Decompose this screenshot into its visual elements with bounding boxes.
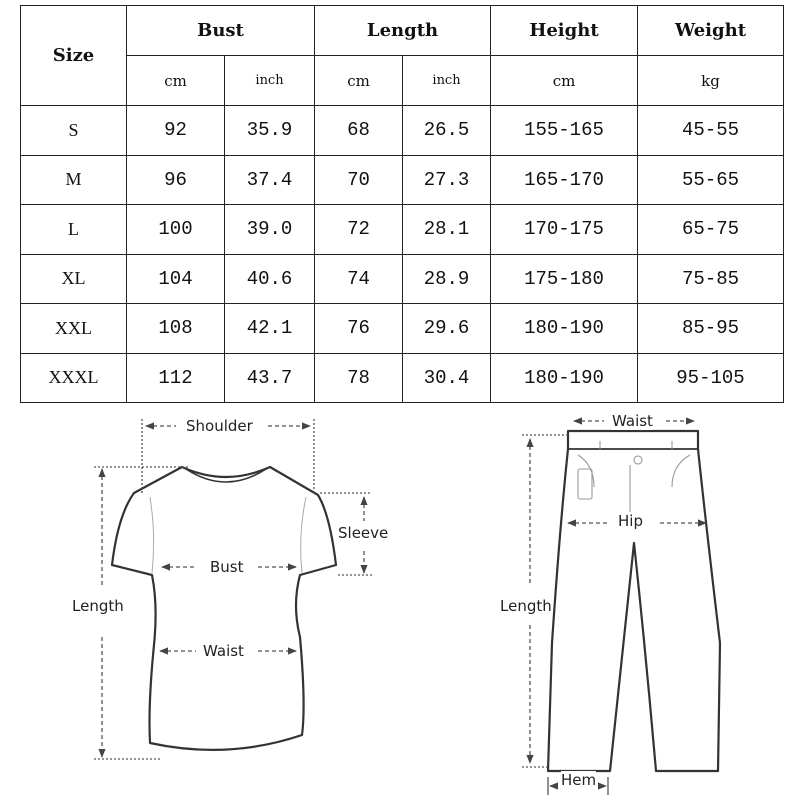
weight-cell: 55-65 [638, 155, 784, 205]
height-cell: 155-165 [491, 106, 638, 156]
table-row [21, 155, 784, 205]
pants-details [578, 441, 690, 521]
length-inch-cell: 28.9 [403, 254, 491, 304]
pants-outline [548, 431, 720, 771]
unit-bust-cm: cm [127, 56, 225, 106]
size-cell: XXL [21, 304, 127, 354]
unit-length-inch: inch [403, 56, 491, 106]
bust-cm-cell: 100 [127, 205, 225, 255]
size-cell: XXXL [21, 353, 127, 403]
length-label: Length [72, 597, 124, 615]
weight-cell: 95-105 [638, 353, 784, 403]
length-cm-cell: 72 [315, 205, 403, 255]
unit-weight-kg: kg [638, 56, 784, 106]
table-row [21, 304, 784, 354]
length-cm-cell: 74 [315, 254, 403, 304]
bust-inch-cell: 42.1 [225, 304, 315, 354]
length-inch-cell: 29.6 [403, 304, 491, 354]
size-chart-table [20, 5, 784, 403]
length-inch-cell: 26.5 [403, 106, 491, 156]
weight-cell: 85-95 [638, 304, 784, 354]
bust-cm-cell: 112 [127, 353, 225, 403]
bust-inch-cell: 43.7 [225, 353, 315, 403]
height-cell: 180-190 [491, 353, 638, 403]
header-bust: Bust [127, 6, 315, 56]
size-cell: S [21, 106, 127, 156]
height-cell: 175-180 [491, 254, 638, 304]
bust-cm-cell: 92 [127, 106, 225, 156]
tshirt-outline [112, 467, 336, 750]
unit-length-cm: cm [315, 56, 403, 106]
bust-inch-cell: 39.0 [225, 205, 315, 255]
pants-length-label: Length [500, 597, 552, 615]
unit-bust-inch: inch [225, 56, 315, 106]
table-row [21, 254, 784, 304]
table-row [21, 106, 784, 156]
length-cm-cell: 68 [315, 106, 403, 156]
size-cell: XL [21, 254, 127, 304]
table-row [21, 353, 784, 403]
length-inch-cell: 28.1 [403, 205, 491, 255]
header-weight: Weight [638, 6, 784, 56]
size-cell: M [21, 155, 127, 205]
height-cell: 180-190 [491, 304, 638, 354]
length-inch-cell: 27.3 [403, 155, 491, 205]
header-size: Size [21, 6, 127, 106]
height-cell: 165-170 [491, 155, 638, 205]
size-cell: L [21, 205, 127, 255]
weight-cell: 75-85 [638, 254, 784, 304]
weight-cell: 65-75 [638, 205, 784, 255]
length-cm-cell: 70 [315, 155, 403, 205]
sleeve-label: Sleeve [338, 524, 389, 542]
header-length: Length [315, 6, 491, 56]
bust-inch-cell: 40.6 [225, 254, 315, 304]
pants-hem-label: Hem [561, 771, 597, 789]
bust-inch-cell: 35.9 [225, 106, 315, 156]
measurement-illustration [0, 405, 800, 800]
waist-label: Waist [203, 642, 244, 660]
unit-height-cm: cm [491, 56, 638, 106]
length-inch-cell: 30.4 [403, 353, 491, 403]
bust-cm-cell: 96 [127, 155, 225, 205]
header-height: Height [491, 6, 638, 56]
pants-hip-label: Hip [618, 512, 643, 530]
bust-inch-cell: 37.4 [225, 155, 315, 205]
bust-label: Bust [210, 558, 244, 576]
table-row [21, 205, 784, 255]
length-cm-cell: 76 [315, 304, 403, 354]
length-cm-cell: 78 [315, 353, 403, 403]
weight-cell: 45-55 [638, 106, 784, 156]
bust-cm-cell: 108 [127, 304, 225, 354]
height-cell: 170-175 [491, 205, 638, 255]
bust-cm-cell: 104 [127, 254, 225, 304]
shoulder-label: Shoulder [186, 417, 253, 435]
pants-waist-label: Waist [612, 412, 653, 430]
